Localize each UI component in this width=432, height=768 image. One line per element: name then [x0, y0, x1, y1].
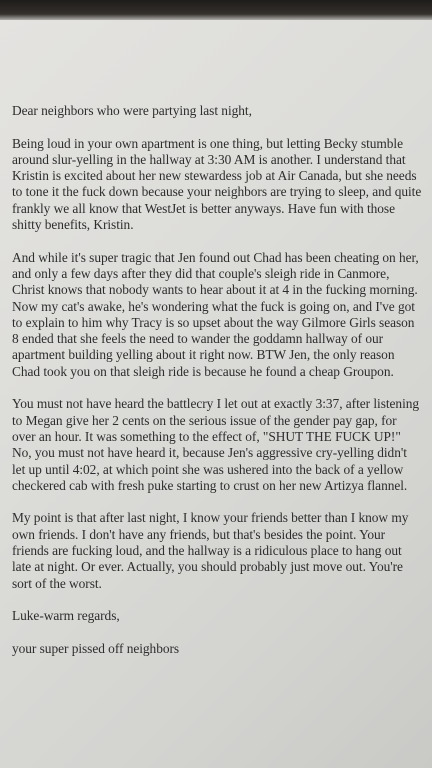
paragraph-2: And while it's super tragic that Jen found out Chad has been cheating on her, and only a few days after they did that couple's sleigh ride in Canmore, Christ knows that nobody wants to hear about it at 4 in the fucking morning. Now my cat's awake, he's wondering what the fuck is going on, and I've got to explain to him why Tracy is so upset about the way Gilmore Girls season 8 ended that she feels the need to wander the goddamn hallway of our apartment building yelling about it right now. BTW Jen, the only reason Chad took you on that sleigh ride is because he found a cheap Groupon.: [12, 249, 419, 379]
salutation: Dear neighbors who were partying last night,: [12, 103, 252, 118]
letter-body: [12, 103, 422, 673]
paragraph-4: My point is that after last night, I know your friends better than I know my own friends. I don't have any friends, but that's besides the point. Your friends are fucking loud, and the hallway is a ridiculous place to hang out late at night. Or ever. Actually, you should probably just move out. You're sort of the worst.: [12, 510, 409, 591]
paragraph-3: You must not have heard the battlecry I let out at exactly 3:37, after listening to Megan give her 2 cents on the serious issue of the gender pay gap, for over an hour. It was something to the effect of, "SHUT THE FUCK UP!" No, you must not have heard it, because Jen's aggressive cry-yelling didn't let up until 4:02, at which point she was ushered into the back of a yellow checkered cab with fresh puke starting to crust on her new Artizya flannel.: [12, 396, 420, 493]
signature: your super pissed off neighbors: [12, 640, 180, 656]
closing: Luke-warm regards,: [12, 608, 120, 624]
paragraph-1: Being loud in your own apartment is one thing, but letting Becky stumble around slur-yelling in the hallway at 3:30 AM is another. I understand that Kristin is excited about her new stewardess job at Air Canada, but she needs to tone it the fuck down because your neighbors are trying to sleep, and quite frankly we all know that WestJet is better anyways. Have fun with those shitty benefits, Kristin.: [12, 135, 422, 233]
